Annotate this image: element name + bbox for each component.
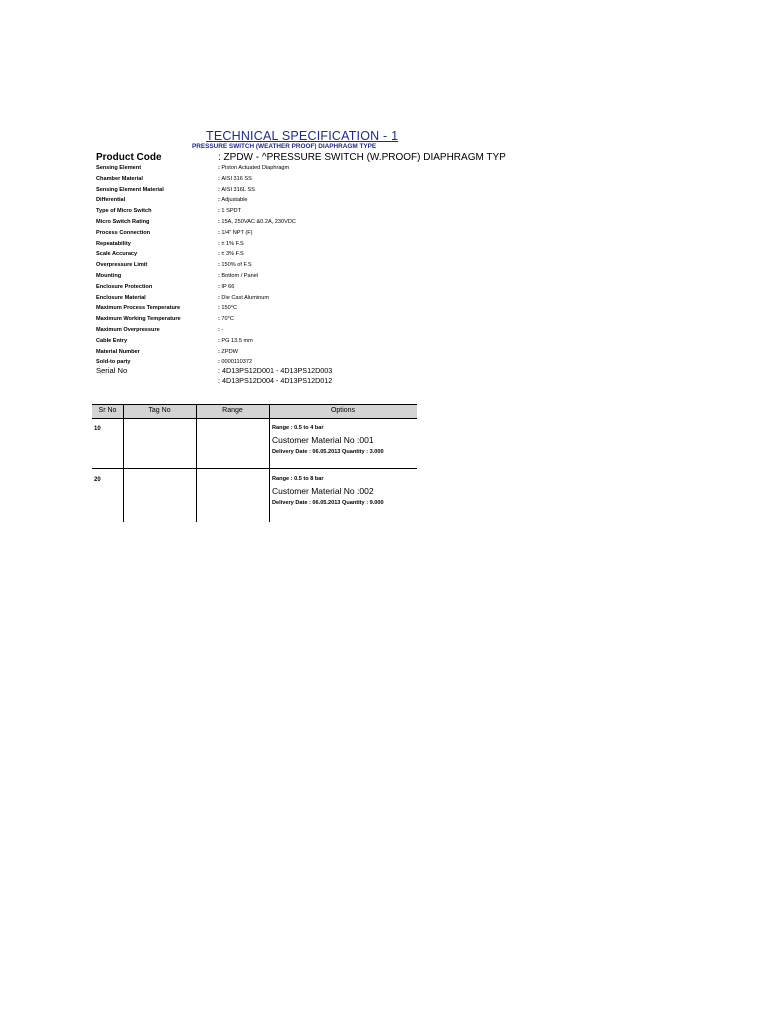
spec-label: Repeatability [96, 240, 131, 247]
option-customer-material: Customer Material No :002 [272, 486, 374, 496]
spec-label: Chamber Material [96, 175, 143, 182]
spec-value: : PG 13.5 mm [218, 338, 253, 344]
table-header [92, 404, 417, 419]
product-code-row [96, 152, 506, 166]
spec-row [96, 187, 416, 198]
product-code-value: : ZPDW - ^PRESSURE SWITCH (W.PROOF) DIAPHRAGM TYP [218, 152, 506, 163]
spec-label: Type of Micro Switch [96, 208, 152, 215]
option-range: Range : 0.5 to 4 bar [272, 425, 324, 431]
spec-value: : ± 1% F.S [218, 241, 244, 247]
serial-number-range: : 4D13PS12D004 - 4D13PS12D012 [218, 376, 332, 386]
spec-label: Maximum Process Temperature [96, 305, 181, 312]
spec-row [96, 165, 416, 176]
column-header-range: Range [222, 407, 243, 414]
spec-row [96, 251, 416, 262]
spec-row [96, 295, 416, 306]
column-header-sr-no: Sr No [98, 407, 117, 414]
spec-row [96, 284, 416, 295]
spec-label: Maximum Working Temperature [96, 316, 181, 323]
option-range: Range : 0.5 to 8 bar [272, 476, 324, 482]
column-header-options: Options [330, 407, 356, 414]
spec-list [96, 165, 416, 370]
spec-label: Sensing Element Material [96, 186, 164, 193]
spec-value: : 150% of F.S [218, 262, 252, 268]
spec-value: : 15A, 250VAC &0.2A, 230VDC [218, 219, 296, 225]
option-delivery-quantity: Delivery Date : 06.05.2013 Quantity : 3.000 [272, 449, 384, 455]
spec-row [96, 273, 416, 284]
product-code-label: Product Code [96, 152, 162, 163]
column-divider [269, 404, 270, 522]
order-items-table [92, 404, 417, 522]
spec-label: Process Connection [96, 229, 151, 236]
spec-value: : ± 3% F.S [218, 251, 244, 257]
spec-row [96, 316, 416, 327]
spec-row [96, 349, 416, 360]
spec-row [96, 219, 416, 230]
column-header-tag-no: Tag No [148, 407, 171, 414]
serial-number-label: Serial No [96, 366, 128, 375]
spec-label: Enclosure Material [96, 294, 146, 301]
spec-value: : 150°C [218, 305, 237, 311]
column-divider [196, 404, 197, 522]
spec-row [96, 230, 416, 241]
spec-label: Overpressure Limit [96, 262, 148, 269]
column-divider [123, 404, 124, 522]
spec-row [96, 327, 416, 338]
option-delivery-quantity: Delivery Date : 06.05.2013 Quantity : 9.000 [272, 500, 384, 506]
spec-value: : 1 SPDT [218, 208, 241, 214]
spec-row [96, 197, 416, 208]
spec-label: Mounting [96, 272, 122, 279]
spec-row [96, 262, 416, 273]
spec-value: : IP 66 [218, 284, 234, 290]
spec-label: Scale Accuracy [96, 251, 138, 258]
serial-number-range: : 4D13PS12D001 - 4D13PS12D003 [218, 366, 332, 376]
spec-value: : 0000110372 [218, 359, 252, 365]
document-subtitle: PRESSURE SWITCH (WEATHER PROOF) DIAPHRAGM TYPE [192, 143, 377, 150]
spec-value: : Adjustable [218, 197, 248, 203]
spec-label: Sensing Element [96, 165, 142, 171]
sr-no-cell: 10 [94, 426, 101, 432]
spec-label: Maximum Overpressure [96, 326, 160, 333]
sr-no-cell: 20 [94, 477, 101, 483]
row-divider [92, 468, 417, 469]
spec-row [96, 208, 416, 219]
spec-row [96, 305, 416, 316]
serial-number-row [96, 366, 426, 390]
spec-value: : AISI 316L SS [218, 187, 255, 193]
spec-value: : Die Cast Aluminum [218, 295, 269, 301]
spec-value: : AISI 316 SS [218, 176, 252, 182]
spec-label: Differential [96, 197, 126, 204]
spec-value: : 1/4" NPT (F) [218, 230, 253, 236]
spec-label: Enclosure Protection [96, 283, 153, 290]
spec-row [96, 176, 416, 187]
spec-value: : ZPDW [218, 349, 238, 355]
spec-label: Micro Switch Rating [96, 218, 150, 225]
spec-row [96, 241, 416, 252]
spec-row [96, 338, 416, 349]
spec-label: Sold-to party [96, 359, 131, 366]
spec-value: : - [218, 327, 223, 333]
spec-value: : Piston Actuated Diaphragm [218, 165, 289, 171]
spec-label: Material Number [96, 348, 140, 355]
spec-value: : 70°C [218, 316, 234, 322]
document-title: TECHNICAL SPECIFICATION - 1 [206, 129, 399, 143]
spec-label: Cable Entry [96, 337, 128, 344]
serial-number-values [218, 366, 332, 386]
option-customer-material: Customer Material No :001 [272, 435, 374, 445]
spec-value: : Bottom / Panel [218, 273, 258, 279]
